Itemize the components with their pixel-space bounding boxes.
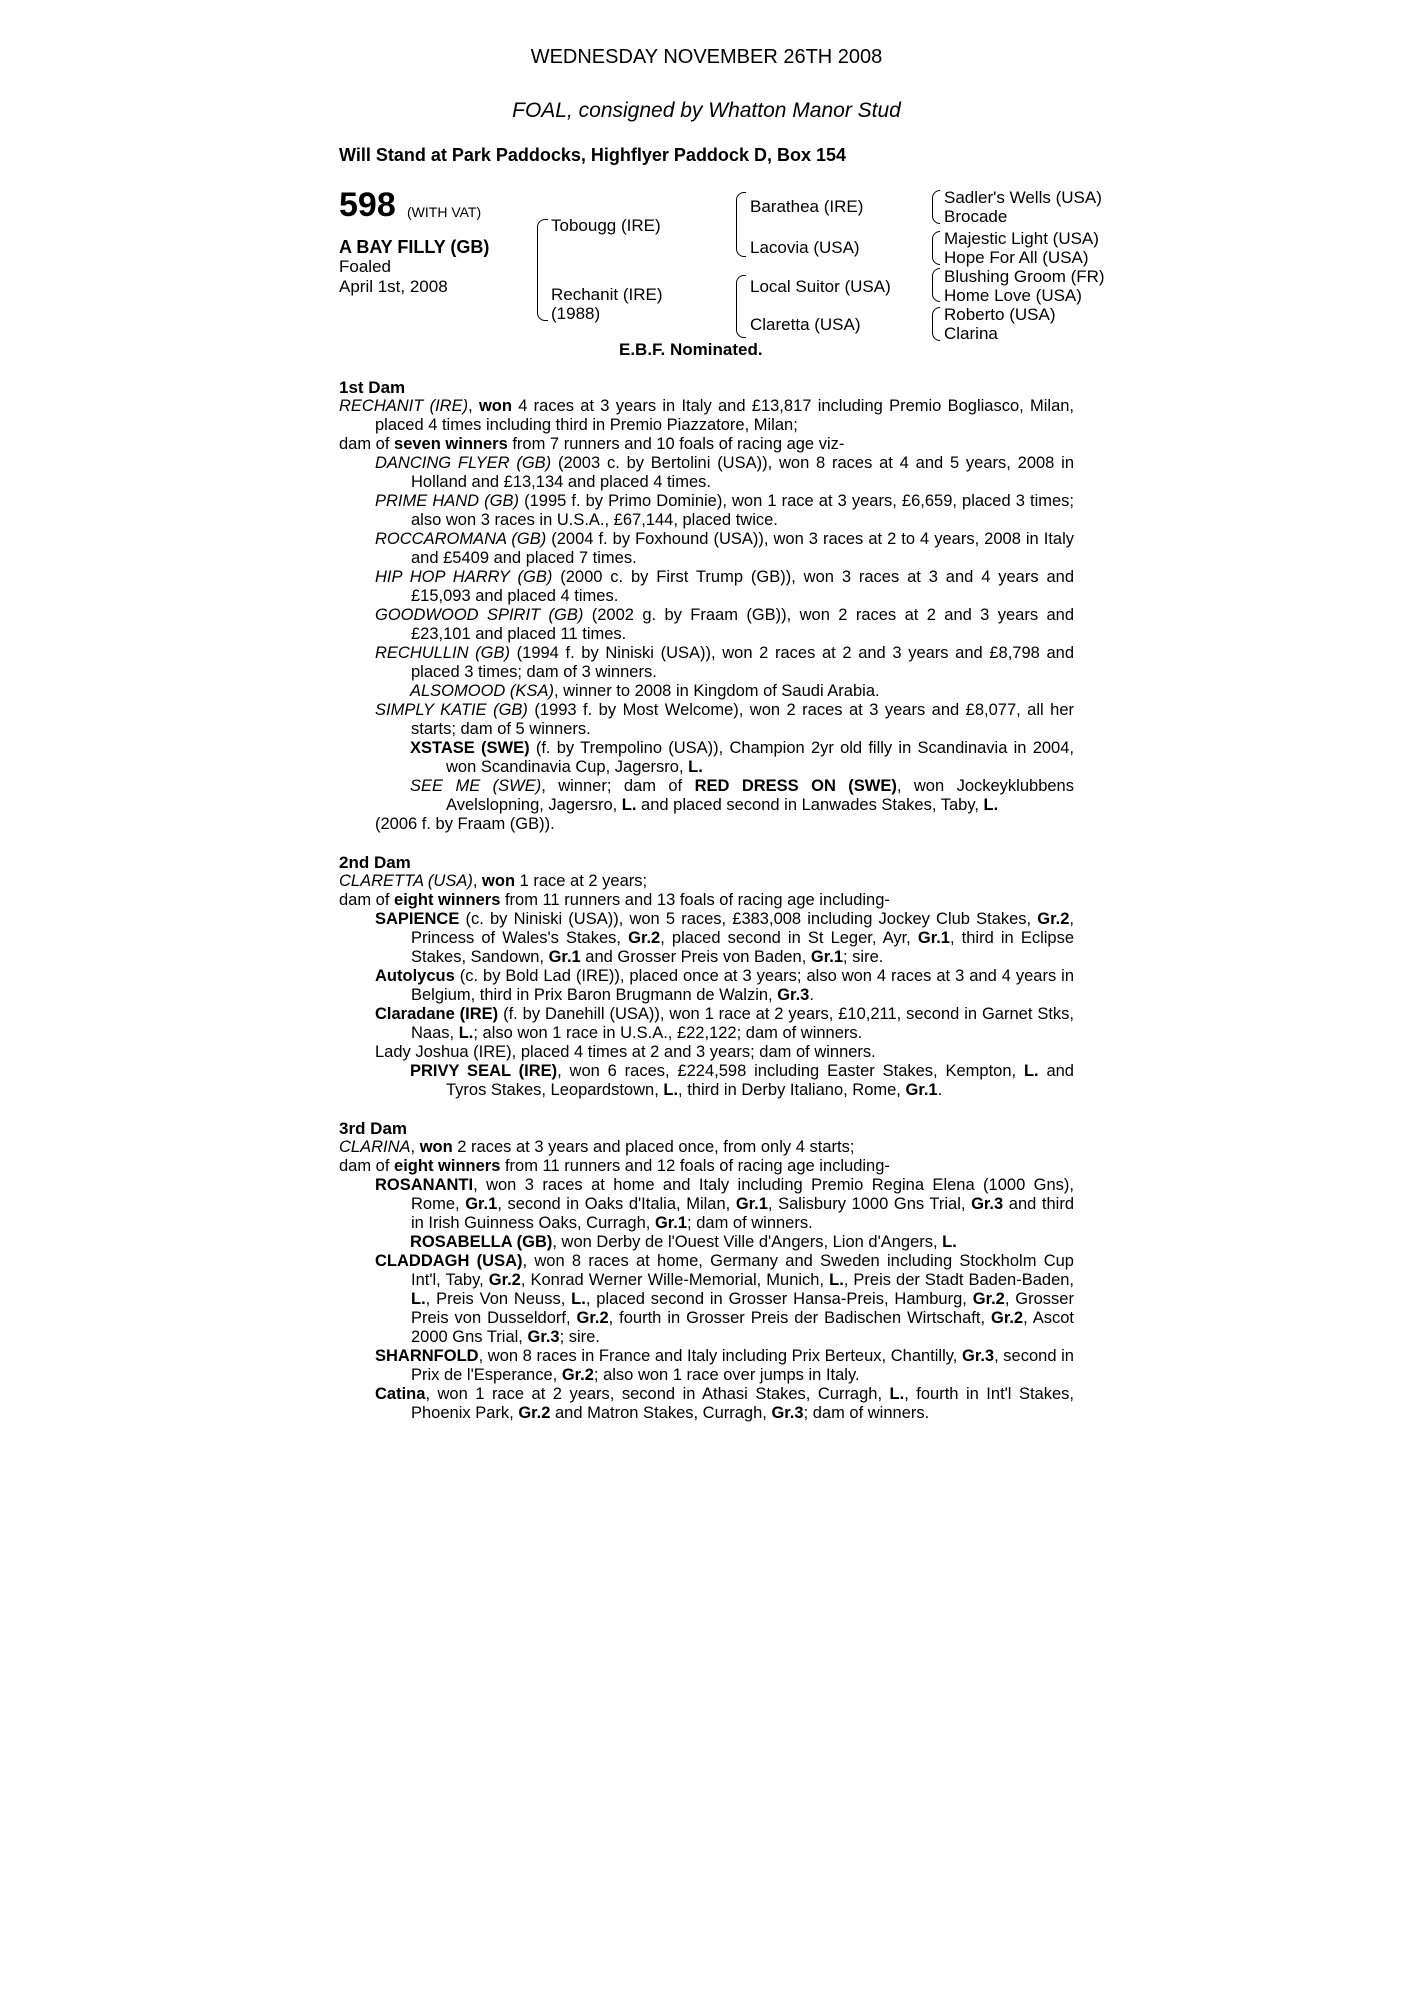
grandsire-1: Sadler's Wells (USA) [944,188,1102,207]
grand-produce-entry: SEE ME (SWE), winner; dam of RED DRESS ON (SWE), won Jockeyklubbens Avelslopning, Jagersro, L. and placed second in Lanwades Stakes, Taby, L. [410,777,1074,814]
produce-entry: SIMPLY KATIE (GB) (1993 f. by Most Welcome), won 2 races at 3 years and £8,077, all her starts; dam of 5 winners. [375,701,1074,738]
third-dam-record: CLARINA, won 2 races at 3 years and placed once, from only 4 starts; [339,1138,855,1156]
second-dam-heading: 2nd Dam [339,853,411,872]
granddam-3: Home Love (USA) [944,286,1082,305]
first-dam-summary: dam of seven winners from 7 runners and 10 foals of racing age viz- [339,435,845,453]
first-dam-heading: 1st Dam [339,378,406,397]
grand-produce-entry: PRIVY SEAL (IRE), won 6 races, £224,598 including Easter Stakes, Kempton, L. and Tyros Stakes, Leopardstown, L., third in Derby Italiano, Rome, Gr.1. [410,1062,1074,1099]
grandsire-3: Blushing Groom (FR) [944,267,1105,286]
catalogue-page-body [339,378,1074,1423]
produce-entry: (2006 f. by Fraam (GB)). [375,815,555,833]
produce-entry: Autolycus (c. by Bold Lad (IRE)), placed once at 3 years; also won 4 races at 3 and 4 years in Belgium, third in Prix Baron Brugmann de Walzin, Gr.3. [375,967,1074,1004]
produce-entry: HIP HOP HARRY (GB) (2000 c. by First Trump (GB)), won 3 races at 3 and 4 years and £15,093 and placed 4 times. [375,568,1074,605]
grandsire-4: Roberto (USA) [944,305,1056,324]
grand-produce-entry: XSTASE (SWE) (f. by Trempolino (USA)), Champion 2yr old filly in Scandinavia in 2004, won Scandinavia Cup, Jagersro, L. [410,739,1074,776]
pedigree-brace-sire [736,192,746,257]
pedigree-brace-dam [736,275,746,338]
location: Will Stand at Park Paddocks, Highflyer Paddock D, Box 154 [339,145,846,165]
sire-sire: Barathea (IRE) [750,197,864,216]
produce-entry: Catina, won 1 race at 2 years, second in Athasi Stakes, Curragh, L., fourth in Int'l Stakes, Phoenix Park, Gr.2 and Matron Stakes, Curragh, Gr.3; dam of winners. [375,1385,1074,1422]
foaled-info [339,257,448,297]
sire-dam: Lacovia (USA) [750,238,860,257]
produce-entry: Lady Joshua (IRE), placed 4 times at 2 and 3 years; dam of winners. [375,1043,876,1061]
granddam-4: Clarina [944,324,998,343]
ebf-nominated: E.B.F. Nominated. [619,340,763,359]
grand-produce-entry: ROSABELLA (GB), won Derby de l'Ouest Ville d'Angers, Lion d'Angers, L. [410,1233,957,1251]
produce-entry: ROCCAROMANA (GB) (2004 f. by Foxhound (USA)), won 3 races at 2 to 4 years, 2008 in Italy and £5409 and placed 7 times. [375,530,1075,567]
grandsire-2: Majestic Light (USA) [944,229,1099,248]
foaled-date: April 1st, 2008 [339,277,448,296]
granddam-1: Brocade [944,207,1008,226]
produce-entry: GOODWOOD SPIRIT (GB) (2002 g. by Fraam (GB)), won 2 races at 2 and 3 years and £23,101 and placed 11 times. [375,606,1075,643]
produce-entry: PRIME HAND (GB) (1995 f. by Primo Dominie), won 1 race at 3 years, £6,659, placed 3 times; also won 3 races in U.S.A., £67,144, placed twice. [375,492,1075,529]
foaled-label: Foaled [339,257,391,276]
produce-entry: SHARNFOLD, won 8 races in France and Italy including Prix Berteux, Chantilly, Gr.3, second in Prix de l'Esperance, Gr.2; also won 1 race over jumps in Italy. [375,1347,1074,1384]
second-dam-record: CLARETTA (USA), won 1 race at 2 years; [339,872,648,890]
dam-dam: Claretta (USA) [750,315,861,334]
pedigree-brace-g4 [932,307,940,341]
first-dam-record: RECHANIT (IRE), won 4 races at 3 years in Italy and £13,817 including Premio Bogliasco, Milan, placed 4 times including third in Premio Piazzatore, Milan; [339,397,1075,434]
third-dam-heading: 3rd Dam [339,1119,408,1138]
pedigree-brace-g3 [932,268,940,302]
consignment: FOAL, consigned by Whatton Manor Stud [512,99,901,122]
vat-note: (WITH VAT) [407,204,482,220]
pedigree-brace-main [537,219,548,321]
lot-number: 598 [339,186,396,224]
grand-produce-entry: ALSOMOOD (KSA), winner to 2008 in Kingdom of Saudi Arabia. [410,682,880,700]
pedigree-brace-g2 [932,231,940,265]
sale-date: WEDNESDAY NOVEMBER 26TH 2008 [530,46,883,68]
produce-entry: SAPIENCE (c. by Niniski (USA)), won 5 races, £383,008 including Jockey Club Stakes, Gr.2, Princess of Wales's Stakes, Gr.2, placed second in St Leger, Ayr, Gr.1, third in Eclipse Stakes, Sandown, Gr.1 and Grosser Preis von Baden, Gr.1; sire. [375,910,1075,966]
dam-year: (1988) [551,304,601,323]
third-dam-summary: dam of eight winners from 11 runners and 12 foals of racing age including- [339,1157,890,1175]
produce-entry: CLADDAGH (USA), won 8 races at home, Germany and Sweden including Stockholm Cup Int'l, Taby, Gr.2, Konrad Werner Wille-Memorial, Munich, L., Preis der Stadt Baden-Baden, L., Preis Von Neuss, L., placed second in Grosser Hansa-Preis, Hamburg, Gr.2, Grosser Preis von Dusseldorf, Gr.2, fourth in Grosser Preis der Badischen Wirtschaft, Gr.2, Ascot 2000 Gns Trial, Gr.3; sire. [375,1252,1075,1346]
produce-entry: Claradane (IRE) (f. by Danehill (USA)), won 1 race at 2 years, £10,211, second in Garnet Stks, Naas, L.; also won 1 race in U.S.A., £22,122; dam of winners. [375,1005,1074,1042]
dam-name: Rechanit (IRE) [551,285,663,304]
produce-entry: ROSANANTI, won 3 races at home and Italy including Premio Regina Elena (1000 Gns), Rome, Gr.1, second in Oaks d'Italia, Milan, Gr.1, Salisbury 1000 Gns Trial, Gr.3 and third in Irish Guinness Oaks, Curragh, Gr.1; dam of winners. [375,1176,1075,1232]
granddam-2: Hope For All (USA) [944,248,1089,267]
dam-sire: Local Suitor (USA) [750,277,891,296]
lot-description: A BAY FILLY (GB) [339,237,490,257]
pedigree-brace-g1 [932,190,940,224]
produce-entry: DANCING FLYER (GB) (2003 c. by Bertolini (USA)), won 8 races at 4 and 5 years, 2008 in Holland and £13,134 and placed 4 times. [375,454,1074,491]
produce-entry: RECHULLIN (GB) (1994 f. by Niniski (USA)), won 2 races at 2 and 3 years and £8,798 and placed 3 times; dam of 3 winners. [375,644,1074,681]
sire-name: Tobougg (IRE) [551,216,661,235]
second-dam-summary: dam of eight winners from 11 runners and 13 foals of racing age including- [339,891,890,909]
